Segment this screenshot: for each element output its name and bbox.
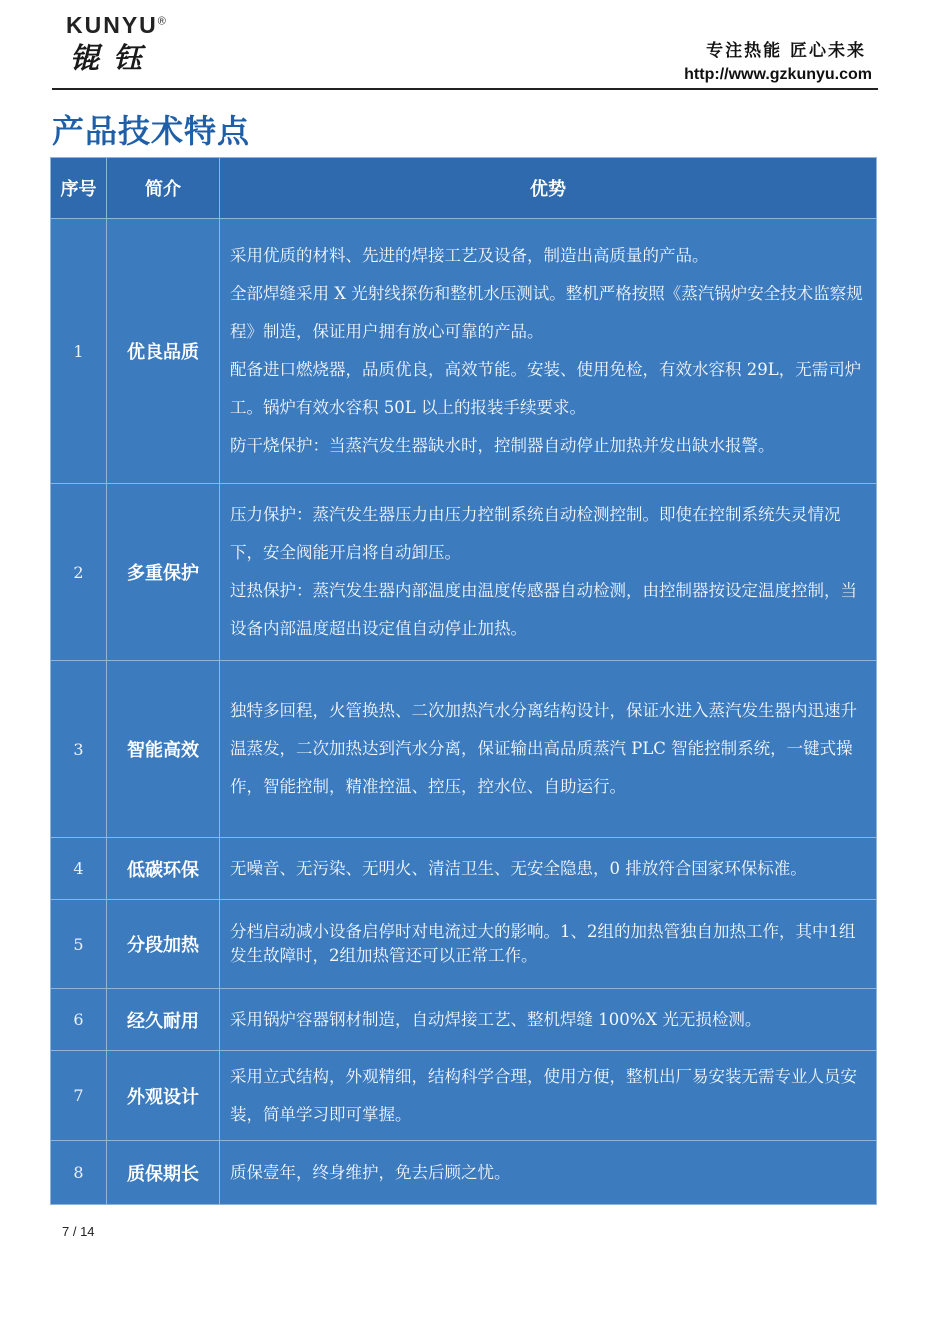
header-name: 简介 — [107, 158, 220, 219]
table-row — [51, 1141, 877, 1205]
table-row — [51, 989, 877, 1051]
header-divider — [52, 88, 878, 90]
table-row — [51, 1051, 877, 1141]
row-name: 多重保护 — [107, 484, 220, 661]
row-no: 4 — [51, 838, 107, 900]
header-advantage: 优势 — [220, 158, 877, 219]
row-no: 2 — [51, 484, 107, 661]
page-header — [52, 8, 878, 90]
desc-para: 采用锅炉容器钢材制造，自动焊接工艺、整机焊缝 100%X 光无损检测。 — [230, 1009, 762, 1029]
row-name: 分段加热 — [107, 900, 220, 989]
desc-para: 质保壹年，终身维护，免去后顾之忧。 — [230, 1162, 511, 1182]
row-desc — [220, 219, 877, 484]
table-header-row — [51, 158, 877, 219]
desc-para: 无噪音、无污染、无明火、清洁卫生、无安全隐患，0 排放符合国家环保标准。 — [230, 858, 807, 878]
table-row — [51, 219, 877, 484]
row-name: 质保期长 — [107, 1141, 220, 1205]
desc-para: 压力保护：蒸汽发生器压力由压力控制系统自动检测控制。即使在控制系统失灵情况下，安全阀能开启将自动卸压。 — [230, 505, 841, 562]
row-name: 外观设计 — [107, 1051, 220, 1141]
row-name: 智能高效 — [107, 661, 220, 838]
row-desc — [220, 838, 877, 900]
website-url: http://www.gzkunyu.com — [684, 66, 872, 83]
desc-para: 配备进口燃烧器，品质优良，高效节能。安装、使用免检，有效水容积 29L，无需司炉工。锅炉有效水容积 50L 以上的报装手续要求。 — [230, 360, 862, 417]
row-name: 优良品质 — [107, 219, 220, 484]
table-row — [51, 484, 877, 661]
row-desc — [220, 1141, 877, 1205]
table-row — [51, 900, 877, 989]
row-desc — [220, 900, 877, 989]
row-desc — [220, 1051, 877, 1141]
table-row — [51, 661, 877, 838]
page-title: 产品技术特点 — [52, 112, 251, 150]
desc-para: 采用立式结构，外观精细，结构科学合理，使用方便，整机出厂易安装无需专业人员安装，简单学习即可掌握。 — [230, 1066, 857, 1124]
desc-para: 过热保护：蒸汽发生器内部温度由温度传感器自动检测，由控制器按设定温度控制，当设备内部温度超出设定值自动停止加热。 — [230, 581, 857, 638]
row-name: 经久耐用 — [107, 989, 220, 1051]
logo-latin: KUNYU® — [66, 12, 166, 38]
desc-para: 全部焊缝采用 X 光射线探伤和整机水压测试。整机严格按照《蒸汽锅炉安全技术监察规程》制造，保证用户拥有放心可靠的产品。 — [230, 284, 863, 341]
row-no: 5 — [51, 900, 107, 989]
desc-para: 分档启动减小设备启停时对电流过大的影响。1、2组的加热管独自加热工作，其中1组发生故障时，2组加热管还可以正常工作。 — [230, 922, 856, 965]
row-desc — [220, 661, 877, 838]
row-name: 低碳环保 — [107, 838, 220, 900]
logo-chinese: 锟钰 — [70, 41, 157, 75]
row-desc — [220, 484, 877, 661]
page-number: 7 / 14 — [62, 1224, 95, 1239]
row-no: 7 — [51, 1051, 107, 1141]
desc-para: 防干烧保护：当蒸汽发生器缺水时，控制器自动停止加热并发出缺水报警。 — [230, 436, 775, 455]
table-row — [51, 838, 877, 900]
header-no: 序号 — [51, 158, 107, 219]
row-no: 3 — [51, 661, 107, 838]
row-no: 8 — [51, 1141, 107, 1205]
row-no: 1 — [51, 219, 107, 484]
features-table — [50, 157, 877, 1205]
desc-para: 独特多回程，火管换热、二次加热汽水分离结构设计，保证水进入蒸汽发生器内迅速升温蒸发，二次加热达到汽水分离，保证输出高品质蒸汽 PLC 智能控制系统，一键式操作，智能控制，精准控温、控压，控水位、自助运行。 — [230, 701, 857, 796]
row-desc — [220, 989, 877, 1051]
desc-para: 采用优质的材料、先进的焊接工艺及设备，制造出高质量的产品。 — [230, 246, 709, 265]
row-no: 6 — [51, 989, 107, 1051]
slogan: 专注热能 匠心未来 — [706, 41, 866, 61]
